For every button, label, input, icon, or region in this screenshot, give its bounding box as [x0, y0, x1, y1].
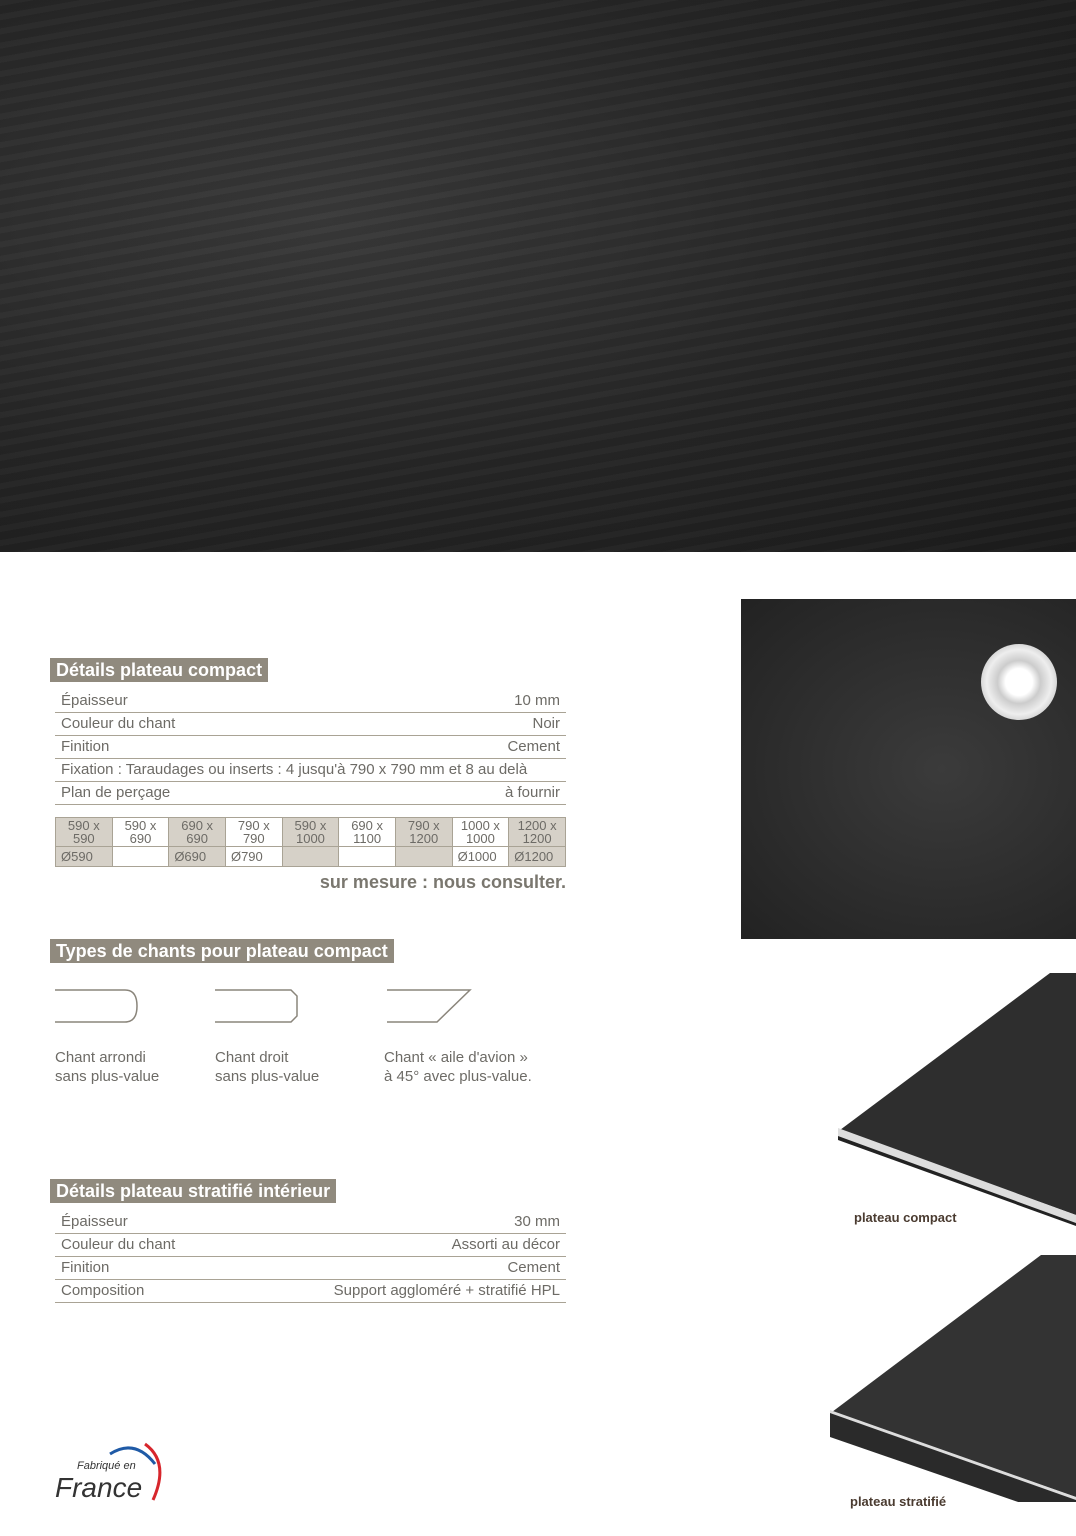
size-cell: 590 x 590 [56, 818, 113, 847]
spec-label: Composition [61, 1282, 145, 1299]
size-cell: 1200 x 1200 [509, 818, 566, 847]
size-cell: 790 x 790 [225, 818, 282, 847]
spec-label: Couleur du chant [61, 1236, 176, 1253]
spec-value: Noir [532, 715, 560, 732]
edge-caption-straight: Chant droit sans plus-value [215, 1049, 320, 1085]
round-size-cell: Ø690 [169, 847, 226, 867]
size-cell: 690 x 690 [169, 818, 226, 847]
logo-line2: France [55, 1472, 143, 1503]
spec-label: Finition [61, 738, 110, 755]
edge-caption-bevel: Chant « aile d'avion » à 45° avec plus-value. [384, 1049, 532, 1085]
round-size-cell [395, 847, 452, 867]
spec-value: Assorti au décor [451, 1236, 560, 1253]
spec-label: Fixation : Taraudages ou inserts : 4 jusqu'à 790 x 790 mm et 8 au delà [61, 761, 528, 778]
compact-details [55, 690, 566, 893]
table-top-photo [741, 599, 1076, 939]
size-cell: 790 x 1200 [395, 818, 452, 847]
spec-label: Épaisseur [61, 1213, 128, 1230]
coffee-cup-image [981, 644, 1057, 720]
spec-value: 30 mm [514, 1213, 560, 1230]
straight-edge-icon [215, 988, 300, 1026]
round-size-cell: Ø790 [225, 847, 282, 867]
round-size-cell [282, 847, 339, 867]
rounded-edge-icon [55, 988, 140, 1026]
size-table [55, 817, 566, 867]
made-in-france-logo [55, 1440, 165, 1504]
logo-line1: Fabriqué en [77, 1460, 136, 1472]
spec-value: Cement [507, 738, 560, 755]
round-size-cell [112, 847, 169, 867]
size-cell: 590 x 1000 [282, 818, 339, 847]
size-cell: 590 x 690 [112, 818, 169, 847]
spec-label: Couleur du chant [61, 715, 176, 732]
spec-label: Plan de perçage [61, 784, 171, 801]
compact-title: Détails plateau compact [50, 658, 268, 682]
spec-value: à fournir [504, 784, 560, 801]
edges-title: Types de chants pour plateau compact [50, 939, 394, 963]
size-cell: 690 x 1100 [339, 818, 396, 847]
compact-slab-image [830, 970, 1076, 1230]
spec-value: Cement [507, 1259, 560, 1276]
compact-image-label: plateau compact [854, 1210, 957, 1225]
round-size-cell: Ø1200 [509, 847, 566, 867]
cement-texture-hero [0, 0, 1076, 552]
laminate-title: Détails plateau stratifié intérieur [50, 1179, 336, 1203]
custom-size-note: sur mesure : nous consulter. [319, 872, 566, 892]
laminate-slab-image [826, 1252, 1076, 1502]
spec-label: Finition [61, 1259, 110, 1276]
compact-spec-table [55, 690, 566, 805]
edge-caption-rounded: Chant arrondi sans plus-value [55, 1049, 160, 1085]
spec-value: 10 mm [514, 692, 560, 709]
round-size-cell: Ø590 [56, 847, 113, 867]
size-cell: 1000 x 1000 [452, 818, 509, 847]
round-size-cell [339, 847, 396, 867]
spec-value: Support aggloméré + stratifié HPL [333, 1282, 560, 1299]
laminate-image-label: plateau stratifié [850, 1494, 947, 1509]
round-size-cell: Ø1000 [452, 847, 509, 867]
spec-label: Épaisseur [61, 692, 128, 709]
bevel-edge-icon [387, 988, 477, 1026]
laminate-spec-table [55, 1211, 566, 1303]
